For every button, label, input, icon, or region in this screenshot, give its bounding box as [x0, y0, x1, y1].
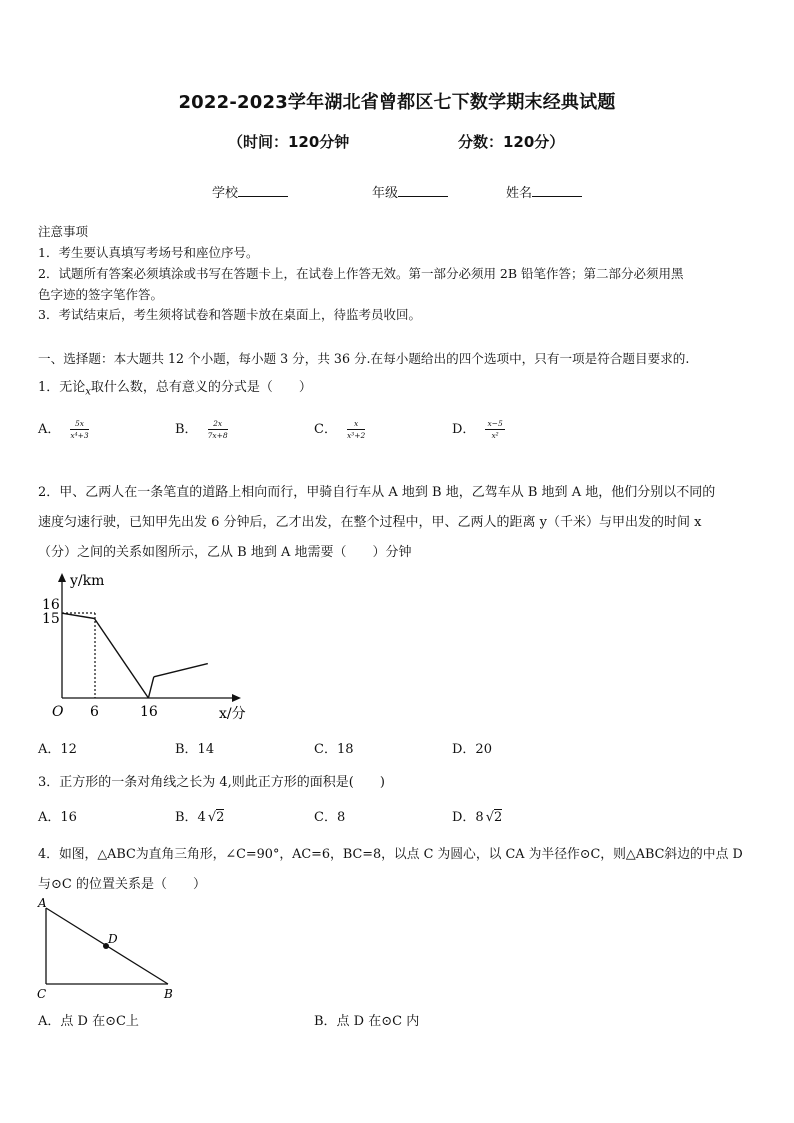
y-axis-arrow [58, 573, 66, 582]
x-axis-label: x/分 [219, 706, 246, 722]
y-tick-16: 16 [42, 597, 60, 613]
q2-option-c[interactable]: C．18 [314, 742, 354, 757]
right-triangle-figure [34, 894, 184, 1004]
question-4-line-1: 4．如图，△ABC为直角三角形，∠C=90°，AC=6，BC=8，以点 C 为圆心，以 CA 为半径作⊙C，则△ABC斜边的中点 D [38, 847, 743, 862]
line-segment-1 [62, 613, 94, 618]
q1-option-b[interactable]: B． $\frac{2x}{7x+8}$ [175, 419, 228, 440]
line-segment-4 [154, 664, 208, 677]
label-d: D [108, 932, 118, 946]
school-label: 学校 [212, 186, 239, 201]
exam-score: 分数：120分） [458, 133, 565, 151]
fraction: $\frac{x}{\text{x³+2}}$ [346, 419, 366, 440]
grade-label: 年级 [372, 186, 399, 201]
q2-option-a[interactable]: A．12 [38, 742, 77, 757]
name-label: 姓名 [506, 186, 533, 201]
x-tick-6: 6 [90, 704, 99, 720]
grade-blank[interactable] [398, 184, 448, 197]
x-tick-16: 16 [140, 704, 158, 720]
fraction: $\frac{2x}{7x+8}$ [207, 419, 228, 440]
y-axis-label: y/km [70, 573, 105, 589]
label-b: B [164, 987, 173, 1001]
q4-option-a[interactable]: A．点 D 在⊙C上 [38, 1014, 139, 1029]
distance-time-graph [36, 570, 266, 722]
notice-item-3: 3．考试结束后，考生须将试卷和答题卡放在桌面上，待监考员收回。 [38, 307, 421, 322]
notice-heading: 注意事项 [38, 224, 89, 239]
q3-option-a[interactable]: A．16 [38, 810, 77, 825]
question-4-line-2: 与⊙C 的位置关系是（ ） [38, 877, 206, 892]
question-2-line-2: 速度匀速行驶，已知甲先出发 6 分钟后，乙才出发，在整个过程中，甲、乙两人的距离 y（千米）与甲出发的时间 x [38, 515, 702, 530]
name-blank[interactable] [532, 184, 582, 197]
fraction: $\frac{5x}{\text{x⁴+3}}$ [70, 419, 89, 440]
y-tick-15: 15 [42, 611, 60, 627]
school-blank[interactable] [238, 184, 288, 197]
origin-label: O [52, 704, 64, 720]
q1-option-c[interactable]: C． $\frac{x}{\text{x³+2}}$ [314, 419, 366, 440]
line-segment-3 [148, 677, 153, 698]
notice-item-1: 1．考生要认真填写考场号和座位序号。 [38, 245, 259, 260]
sqrt-icon: √ [485, 810, 494, 825]
label-a: A [38, 896, 47, 910]
q4-option-b[interactable]: B．点 D 在⊙C 内 [314, 1014, 420, 1029]
exam-title: 2022-2023学年湖北省曾都区七下数学期末经典试题 [178, 92, 616, 113]
question-3-stem: 3．正方形的一条对角线之长为 4,则此正方形的面积是( ) [38, 775, 385, 790]
distance-line [62, 613, 208, 698]
fraction: $\frac{x-5}{\text{x²}}$ [487, 419, 503, 440]
question-1-var: x [85, 386, 91, 398]
question-2-line-3: （分）之间的关系如图所示，乙从 B 地到 A 地需要（ ）分钟 [38, 545, 412, 560]
notice-item-2-cont: 色字迹的签字笔作答。 [38, 287, 164, 302]
q1-option-a[interactable]: A． $\frac{5x}{\text{x⁴+3}}$ [38, 419, 89, 440]
name-field[interactable] [506, 182, 582, 201]
question-1-stem: 1．无论$_x$取什么数，总有意义的分式是（ ） [38, 380, 312, 398]
school-field[interactable] [212, 182, 288, 201]
q3-option-b[interactable]: B．4 √2 [175, 810, 225, 825]
sqrt-icon: √ [207, 810, 217, 825]
question-2-line-1: 2．甲、乙两人在一条笔直的道路上相向而行，甲骑自行车从 A 地到 B 地，乙驾车从 B 地到 A 地，他们分别以不同的 [38, 485, 716, 500]
q3-option-c[interactable]: C．8 [314, 810, 346, 825]
section-heading: 一、选择题：本大题共 12 个小题，每小题 3 分，共 36 分.在每小题给出的四个选项中，只有一项是符合题目要求的. [38, 351, 690, 366]
line-segment-2 [94, 619, 148, 699]
q2-option-b[interactable]: B．14 [175, 742, 215, 757]
grade-field[interactable] [372, 182, 448, 201]
q1-option-d[interactable]: D． $\frac{x-5}{\text{x²}}$ [452, 419, 503, 440]
notice-item-2: 2．试题所有答案必须填涂或书写在答题卡上，在试卷上作答无效。第一部分必须用 2B 铅笔作答；第二部分必须用黑 [38, 266, 684, 281]
q2-option-d[interactable]: D．20 [452, 742, 492, 757]
label-c: C [37, 987, 47, 1001]
q3-option-d[interactable]: D．8 √2 [452, 810, 503, 825]
x-axis-arrow [232, 694, 241, 702]
exam-time: （时间：120分钟 [228, 133, 350, 151]
